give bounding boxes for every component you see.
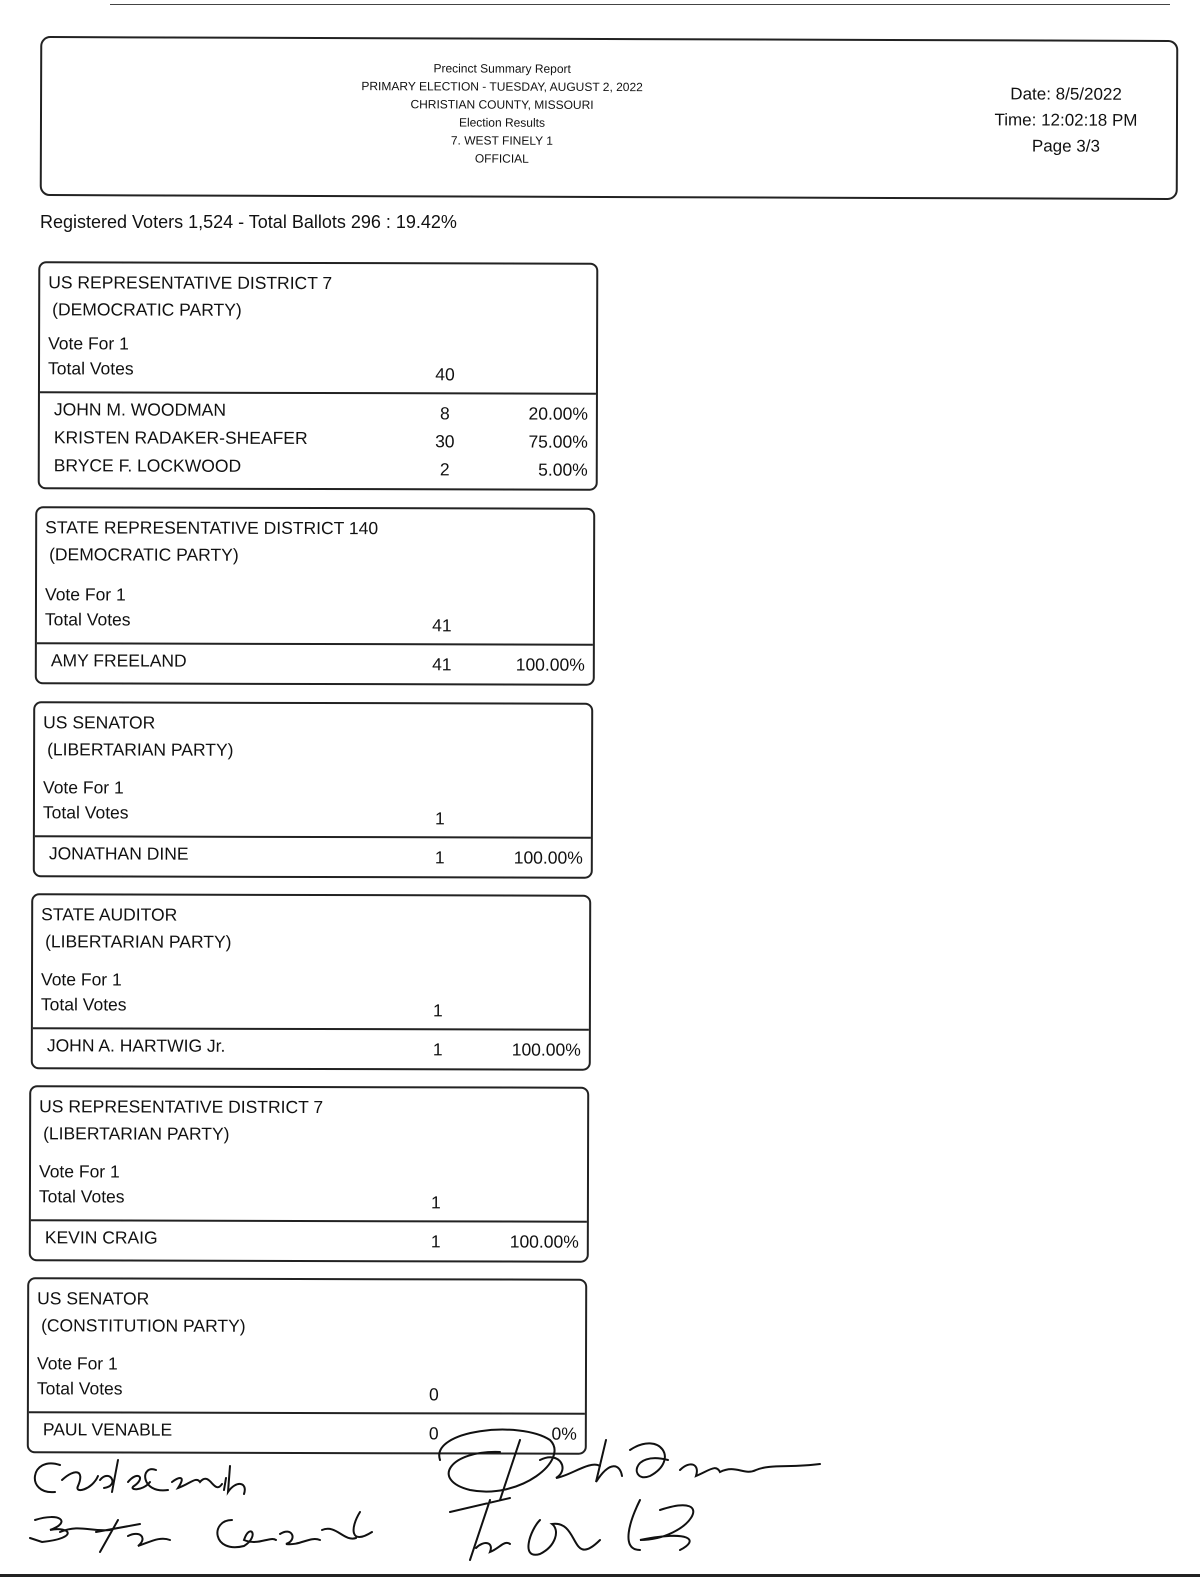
total-votes-value: 1 <box>435 808 445 829</box>
race-office: STATE REPRESENTATIVE DISTRICT 140 <box>45 517 379 539</box>
vote-for-label: Vote For 1 <box>40 969 122 990</box>
race-office: US REPRESENTATIVE DISTRICT 7 <box>39 1096 324 1118</box>
vote-for-label: Vote For 1 <box>48 333 129 354</box>
official-label: OFFICIAL <box>474 151 529 166</box>
total-votes-value: 1 <box>431 1192 441 1213</box>
candidate-percent: 20.00% <box>528 403 588 424</box>
race-divider <box>37 642 593 645</box>
race-office: STATE AUDITOR <box>41 904 178 925</box>
total-votes-label: Total Votes <box>44 609 131 630</box>
candidate-votes: 2 <box>439 459 450 480</box>
report-date: Date: 8/5/2022 <box>1010 84 1122 104</box>
race-title <box>45 514 378 569</box>
candidate-percent: 100.00% <box>511 1039 581 1060</box>
race-office: US SENATOR <box>37 1288 150 1309</box>
candidate-name: KRISTEN RADAKER-SHEAFER <box>53 427 308 448</box>
race-office: US SENATOR <box>43 712 156 733</box>
candidate-row <box>54 427 588 456</box>
race-divider <box>35 835 591 838</box>
candidate-name: JOHN A. HARTWIG Jr. <box>46 1035 226 1056</box>
race-title <box>48 269 332 324</box>
race-party: (CONSTITUTION PARTY) <box>41 1315 246 1336</box>
race-box <box>29 1085 589 1262</box>
candidate-row <box>51 650 585 679</box>
race-title <box>43 709 234 763</box>
election-name: PRIMARY ELECTION - TUESDAY, AUGUST 2, 2022 <box>361 79 643 95</box>
race-title <box>41 901 232 955</box>
candidate-votes: 30 <box>435 431 455 452</box>
candidate-row <box>47 1035 581 1064</box>
total-votes-label: Total Votes <box>40 994 127 1015</box>
report-time: Time: 12:02:18 PM <box>994 110 1138 130</box>
scan-edge-line <box>110 4 1170 5</box>
race-box <box>33 701 593 878</box>
handwritten-signature-3 <box>439 1430 820 1500</box>
candidate-row <box>54 399 588 428</box>
race-title <box>39 1093 323 1148</box>
race-party: (LIBERTARIAN PARTY) <box>47 739 234 760</box>
race-box <box>31 893 591 1070</box>
total-votes-label: Total Votes <box>42 802 129 823</box>
total-votes-value: 0 <box>429 1384 439 1405</box>
signatures-area <box>0 1420 1200 1570</box>
candidate-votes: 1 <box>432 1039 443 1060</box>
vote-for-label: Vote For 1 <box>42 777 124 798</box>
total-votes-label: Total Votes <box>36 1378 123 1399</box>
handwritten-signature-2 <box>30 1512 372 1552</box>
handwritten-signature-1 <box>35 1460 245 1494</box>
results-label: Election Results <box>458 115 546 130</box>
race-divider <box>31 1219 587 1222</box>
total-votes-value: 40 <box>435 364 455 385</box>
report-header <box>40 36 1179 200</box>
total-votes-label: Total Votes <box>47 358 134 379</box>
page-number: Page 3/3 <box>1031 136 1100 156</box>
candidate-percent: 100.00% <box>513 847 583 868</box>
race-party: (LIBERTARIAN PARTY) <box>45 931 232 952</box>
turnout-summary: Registered Voters 1,524 - Total Ballots 296 : 19.42% <box>40 212 457 232</box>
candidate-row <box>54 455 588 484</box>
candidate-name: BRYCE F. LOCKWOOD <box>53 455 242 476</box>
candidate-percent: 100.00% <box>515 654 585 675</box>
race-divider <box>33 1027 589 1030</box>
candidate-votes: 1 <box>430 1231 441 1252</box>
report-title: Precinct Summary Report <box>433 61 571 76</box>
vote-for-label: Vote For 1 <box>36 1353 118 1374</box>
candidate-percent: 75.00% <box>528 431 588 452</box>
race-title <box>37 1285 246 1340</box>
report-title-block <box>292 59 712 168</box>
precinct-name: 7. WEST FINELY 1 <box>450 133 553 148</box>
report-meta <box>966 81 1166 160</box>
candidate-row <box>45 1227 579 1256</box>
candidate-name: JONATHAN DINE <box>48 843 189 864</box>
candidate-name: JOHN M. WOODMAN <box>53 399 227 420</box>
scan-bottom-edge <box>0 1574 1200 1577</box>
candidate-row <box>49 843 583 872</box>
candidate-votes: 41 <box>432 654 452 675</box>
race-box <box>38 261 599 490</box>
race-party: (LIBERTARIAN PARTY) <box>43 1123 230 1144</box>
candidate-percent: 100.00% <box>509 1231 579 1252</box>
race-divider <box>40 391 596 394</box>
race-divider <box>29 1411 585 1414</box>
county-name: CHRISTIAN COUNTY, MISSOURI <box>410 97 594 112</box>
candidate-percent: 5.00% <box>538 459 588 480</box>
candidate-votes: 0 <box>428 1423 439 1444</box>
candidate-percent: 0% <box>551 1423 577 1444</box>
candidate-name: PAUL VENABLE <box>42 1419 173 1440</box>
candidate-name: AMY FREELAND <box>50 650 187 671</box>
race-office: US REPRESENTATIVE DISTRICT 7 <box>48 272 333 294</box>
race-party: (DEMOCRATIC PARTY) <box>52 299 242 320</box>
total-votes-label: Total Votes <box>38 1186 125 1207</box>
race-party: (DEMOCRATIC PARTY) <box>49 544 239 565</box>
vote-for-label: Vote For 1 <box>38 1161 120 1182</box>
candidate-name: KEVIN CRAIG <box>44 1227 158 1248</box>
candidate-votes: 8 <box>440 403 450 424</box>
total-votes-value: 41 <box>432 615 452 636</box>
candidate-votes: 1 <box>434 847 445 868</box>
handwritten-signature-4 <box>450 1498 693 1560</box>
race-box <box>35 506 595 685</box>
total-votes-value: 1 <box>433 1000 443 1021</box>
vote-for-label: Vote For 1 <box>44 584 126 605</box>
